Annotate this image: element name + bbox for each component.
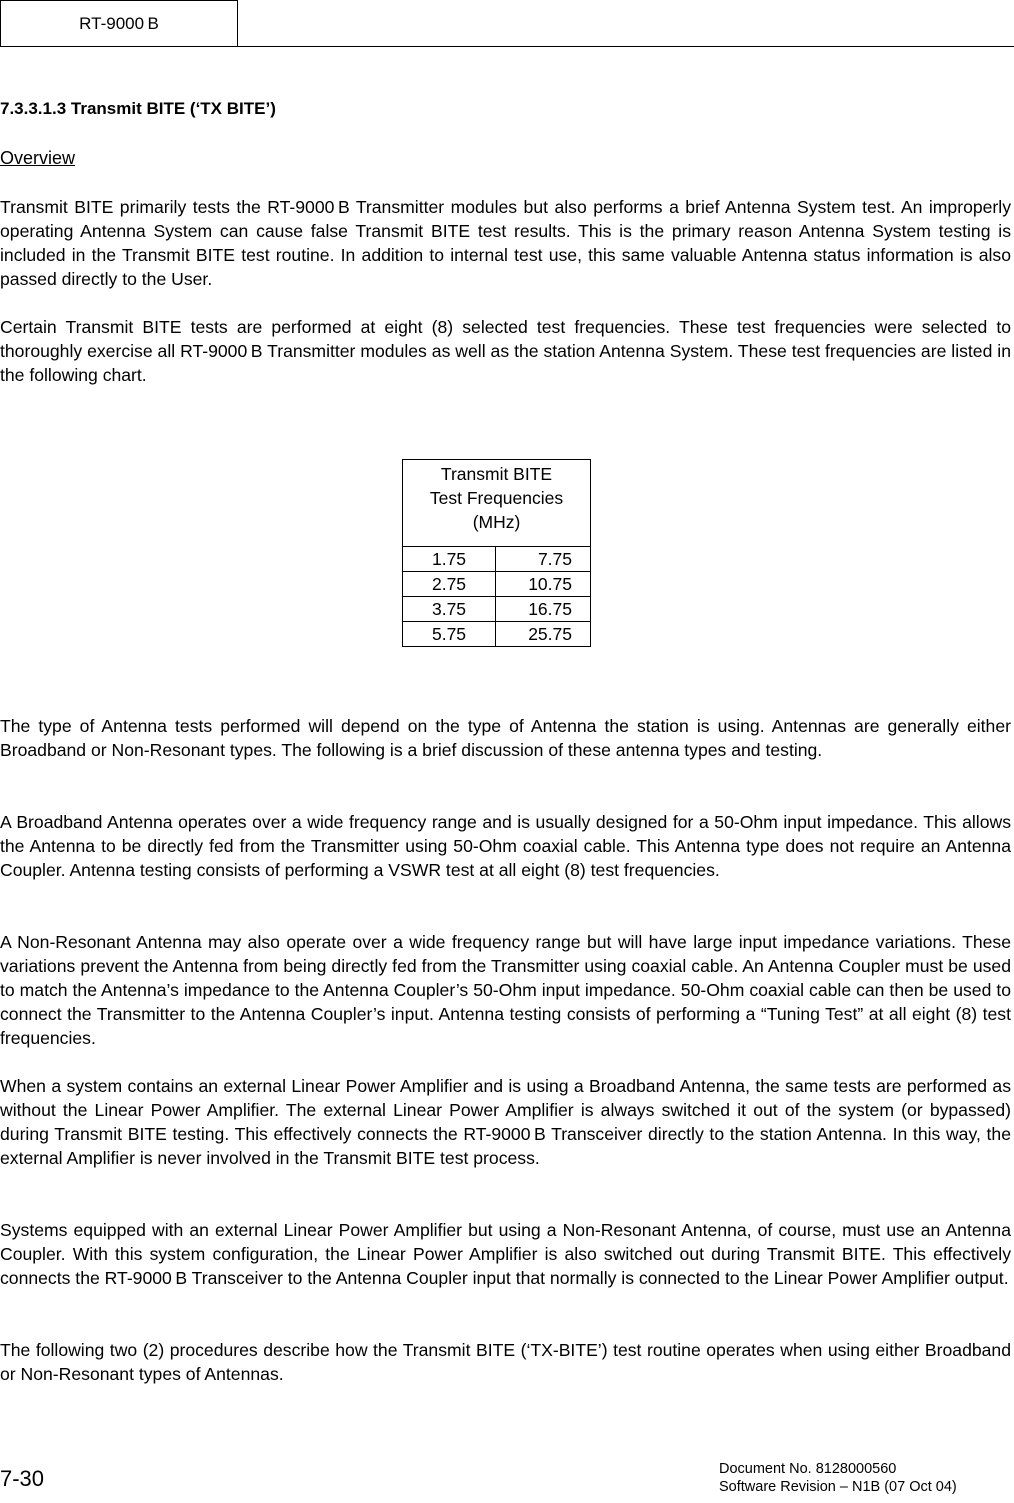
table-cell: 16.75 [496,597,591,622]
frequency-table-header-row [403,460,591,547]
table-cell: 7.75 [496,547,591,572]
table-row [403,572,591,597]
table-cell: 10.75 [496,572,591,597]
table-cell: 1.75 [403,547,496,572]
page-number: 7-30 [0,1466,45,1491]
paragraph-antenna-types: The type of Antenna tests performed will depend on the type of Antenna the station is using. Antennas are generally either Broadband or Non-Resonant types. The following is a brief discussion of these antenna types and testing. [0,716,1011,760]
document-code: RT-9000 B [79,13,159,33]
software-revision: Software Revision – N1B (07 Oct 04) [719,1479,957,1495]
paragraph-linear-amplifier-broadband: When a system contains an external Linear Power Amplifier and is using a Broadband Antenna, the same tests are performed as without the Linear Power Amplifier. The external Linear Power Amplifier is always switched it out of the system (or bypassed) during Transmit BITE testing. This effectively connects the RT-9000 B Transceiver directly to the station Antenna. In this way, the external Amplifier is never involved in the Transmit BITE test process. [0,1076,1011,1168]
document-code-box [0,0,238,47]
document-info [719,1460,957,1496]
table-row [403,597,591,622]
table-cell: 2.75 [403,572,496,597]
header-rule [238,46,1014,47]
paragraph-procedures: The following two (2) procedures describe how the Transmit BITE (‘TX-BITE’) test routine operates when using either Broadband or Non-Resonant types of Antennas. [0,1340,1011,1384]
paragraph-test-frequencies: Certain Transmit BITE tests are performed at eight (8) selected test frequencies. These test frequencies were selected to thoroughly exercise all RT-9000 B Transmitter modules as well as the station Antenna System. These test frequencies are listed in the following chart. [0,317,1011,385]
overview-heading: Overview [0,148,76,168]
table-cell: 3.75 [403,597,496,622]
frequency-table-header-line: Test Frequencies [429,488,564,508]
paragraph-broadband-antenna: A Broadband Antenna operates over a wide frequency range and is usually designed for a 50-Ohm input impedance. This allows the Antenna to be directly fed from the Transmitter using 50-Ohm coaxial cable. This Antenna type does not require an Antenna Coupler. Antenna testing consists of performing a VSWR test at all eight (8) test frequencies. [0,812,1011,880]
table-row [403,622,591,647]
table-cell: 25.75 [496,622,591,647]
paragraph-intro: Transmit BITE primarily tests the RT-9000 B Transmitter modules but also performs a brief Antenna System test. An improperly operating Antenna System can cause false Transmit BITE test results. This is the primary reason Antenna System testing is included in the Transmit BITE test routine. In addition to internal test use, this same valuable Antenna status information is also passed directly to the User. [0,197,1011,289]
document-number: Document No. 8128000560 [719,1461,897,1477]
frequency-table-header-line: Transmit BITE [440,464,553,484]
frequency-table-header-line: (MHz) [472,512,521,532]
paragraph-linear-amplifier-non-resonant: Systems equipped with an external Linear Power Amplifier but using a Non-Resonant Antenna, of course, must use an Antenna Coupler. With this system configuration, the Linear Power Amplifier is also switched out during Transmit BITE. This effectively connects the RT-9000 B Transceiver to the Antenna Coupler input that normally is connected to the Linear Power Amplifier output. [0,1220,1011,1288]
table-cell: 5.75 [403,622,496,647]
frequency-table-header [403,460,591,547]
section-title: 7.3.3.1.3 Transmit BITE (‘TX BITE’) [0,99,276,118]
frequency-table [402,459,591,647]
table-row [403,547,591,572]
paragraph-non-resonant-antenna: A Non-Resonant Antenna may also operate over a wide frequency range but will have large input impedance variations. These variations prevent the Antenna from being directly fed from the Transmitter using coaxial cable. An Antenna Coupler must be used to match the Antenna’s impedance to the Antenna Coupler’s 50-Ohm input impedance. 50-Ohm coaxial cable can then be used to connect the Transmitter to the Antenna Coupler’s input. Antenna testing consists of performing a “Tuning Test” at all eight (8) test frequencies. [0,932,1011,1048]
